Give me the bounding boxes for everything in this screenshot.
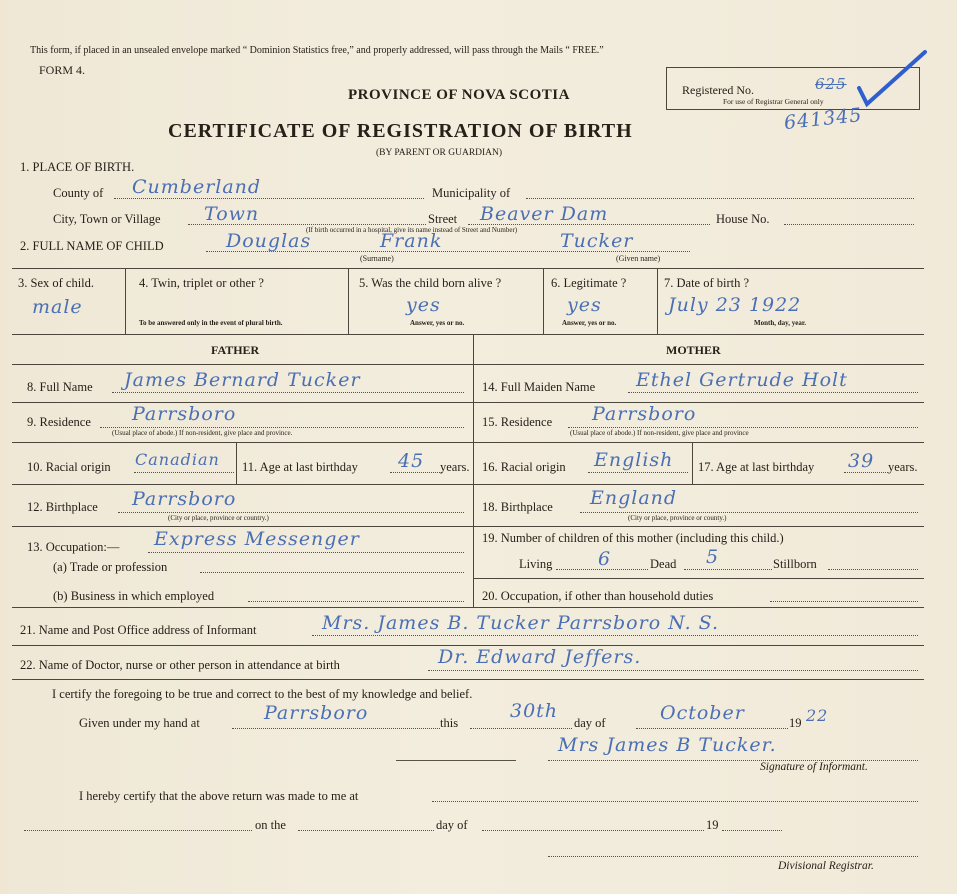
surname-note: (Surname) [360, 254, 394, 263]
year-prefix: 19 [789, 716, 802, 730]
mother-age-label: 17. Age at last birthday [698, 460, 815, 474]
father-birthplace-value: Parrsboro [132, 488, 237, 510]
this-label: this [440, 716, 459, 730]
mother-residence-note: (Usual place of abode.) If non-resident, give place and province [570, 429, 749, 437]
mother-residence-value: Parrsboro [592, 403, 697, 425]
mother-occupation-label: 20. Occupation, if other than household duties [482, 589, 714, 603]
business-label: (b) Business in which employed [53, 589, 215, 603]
city-label: City, Town or Village [53, 212, 161, 226]
mother-name-value: Ethel Gertrude Holt [636, 369, 848, 391]
child-surname: Tucker [560, 230, 634, 252]
dead-value: 5 [706, 546, 720, 568]
certificate-subtitle: (BY PARENT OR GUARDIAN) [376, 148, 503, 158]
father-residence-label: 9. Residence [27, 415, 91, 429]
born-alive-label: 5. Was the child born alive ? [359, 276, 502, 290]
father-name-value: James Bernard Tucker [124, 369, 361, 391]
hospital-note: (If birth occurred in a hospital, give its name instead of Street and Number) [306, 226, 518, 234]
given-name-note: (Given name) [616, 254, 661, 263]
county-label: County of [53, 186, 104, 200]
trade-label: (a) Trade or profession [53, 560, 168, 574]
checkmark-stroke [853, 48, 933, 110]
registrar-use-note: For use of Registrar General only [723, 97, 824, 106]
given-under-label: Given under my hand at [79, 716, 200, 730]
registered-label: Registered No. [682, 83, 754, 97]
stillborn-label: Stillborn [773, 557, 817, 571]
form-number: FORM 4. [39, 63, 86, 77]
house-number-label: House No. [716, 212, 770, 226]
mother-name-label: 14. Full Maiden Name [482, 380, 596, 394]
given-year-value: 22 [806, 706, 829, 725]
father-residence-note: (Usual place of abode.) If non-resident, give place and province. [112, 429, 293, 437]
living-label: Living [519, 557, 553, 571]
father-age-label: 11. Age at last birthday [242, 460, 358, 474]
street-value: Beaver Dam [480, 203, 609, 225]
doctor-value: Dr. Edward Jeffers. [438, 646, 642, 668]
signature-label: Signature of Informant. [760, 761, 868, 773]
mother-heading: MOTHER [666, 343, 721, 357]
mother-birthplace-value: England [590, 487, 678, 509]
given-month-value: October [660, 702, 745, 724]
father-name-label: 8. Full Name [27, 380, 93, 394]
mother-years-label: years. [888, 460, 918, 474]
dob-note: Month, day, year. [754, 319, 807, 327]
living-value: 6 [598, 548, 612, 570]
doctor-label: 22. Name of Doctor, nurse or other person in attendance at birth [20, 658, 340, 672]
father-residence-value: Parrsboro [132, 403, 237, 425]
mother-residence-label: 15. Residence [482, 415, 553, 429]
municipality-label: Municipality of [432, 186, 511, 200]
county-value: Cumberland [132, 176, 262, 198]
registered-number-struck: 625 [815, 75, 847, 93]
father-racial-label: 10. Racial origin [27, 460, 111, 474]
sex-label: 3. Sex of child. [18, 276, 95, 290]
father-heading: FATHER [211, 343, 260, 357]
given-place-value: Parrsboro [264, 702, 369, 724]
street-label: Street [428, 212, 458, 226]
child-given-name-2: Frank [380, 230, 443, 252]
province-title: PROVINCE OF NOVA SCOTIA [348, 87, 570, 103]
legitimate-label: 6. Legitimate ? [551, 276, 627, 290]
children-count-label: 19. Number of children of this mother (including this child.) [482, 531, 784, 545]
sex-value: male [32, 296, 83, 318]
registration-number: 641345 [783, 103, 864, 135]
child-given-name-1: Douglas [226, 230, 312, 252]
father-birthplace-label: 12. Birthplace [27, 500, 98, 514]
child-name-label: 2. FULL NAME OF CHILD [20, 239, 164, 253]
informant-value: Mrs. James B. Tucker Parrsboro N. S. [322, 612, 720, 634]
born-alive-value: yes [406, 294, 441, 316]
dob-value: July 23 1922 [668, 294, 802, 316]
father-occupation-label: 13. Occupation:— [27, 540, 120, 554]
dead-label: Dead [650, 557, 677, 571]
mother-birthplace-note: (City or place, province or county.) [628, 514, 727, 522]
father-age-value: 45 [398, 450, 425, 472]
mother-birthplace-label: 18. Birthplace [482, 500, 553, 514]
twin-note: To be answered only in the event of plural birth. [139, 319, 283, 327]
informant-signature: Mrs James B Tucker. [558, 734, 777, 756]
born-alive-note: Answer, yes or no. [410, 319, 465, 327]
father-racial-value: Canadian [135, 450, 220, 469]
twin-label: 4. Twin, triplet or other ? [139, 276, 264, 290]
registrar-on-the-label: on the [255, 818, 286, 832]
informant-label: 21. Name and Post Office address of Informant [20, 623, 257, 637]
city-value: Town [204, 203, 260, 225]
father-years-label: years. [440, 460, 470, 474]
registrar-day-of-label: day of [436, 818, 468, 832]
registrar-year-prefix: 19 [706, 818, 719, 832]
certify-statement: I certify the foregoing to be true and correct to the best of my knowledge and belief. [52, 687, 473, 701]
legitimate-value: yes [567, 294, 602, 316]
certificate-page [8, 0, 957, 894]
mail-notice: This form, if placed in an unsealed envelope marked “ Dominion Statistics free,” and properly addressed, will pass through the Mails “ FREE.” [30, 45, 604, 56]
mother-racial-value: English [594, 449, 674, 471]
registrar-statement: I hereby certify that the above return was made to me at [79, 789, 359, 803]
day-of-label: day of [574, 716, 606, 730]
mother-racial-label: 16. Racial origin [482, 460, 566, 474]
legitimate-note: Answer, yes or no. [562, 319, 617, 327]
dob-label: 7. Date of birth ? [664, 276, 750, 290]
place-of-birth-heading: 1. PLACE OF BIRTH. [20, 160, 135, 174]
mother-age-value: 39 [848, 450, 875, 472]
given-day-value: 30th [510, 700, 559, 722]
certificate-title: CERTIFICATE OF REGISTRATION OF BIRTH [168, 120, 633, 142]
father-birthplace-note: (City or place, province or country.) [168, 514, 269, 522]
father-occupation-value: Express Messenger [154, 528, 360, 550]
divisional-registrar-label: Divisional Registrar. [778, 860, 874, 872]
